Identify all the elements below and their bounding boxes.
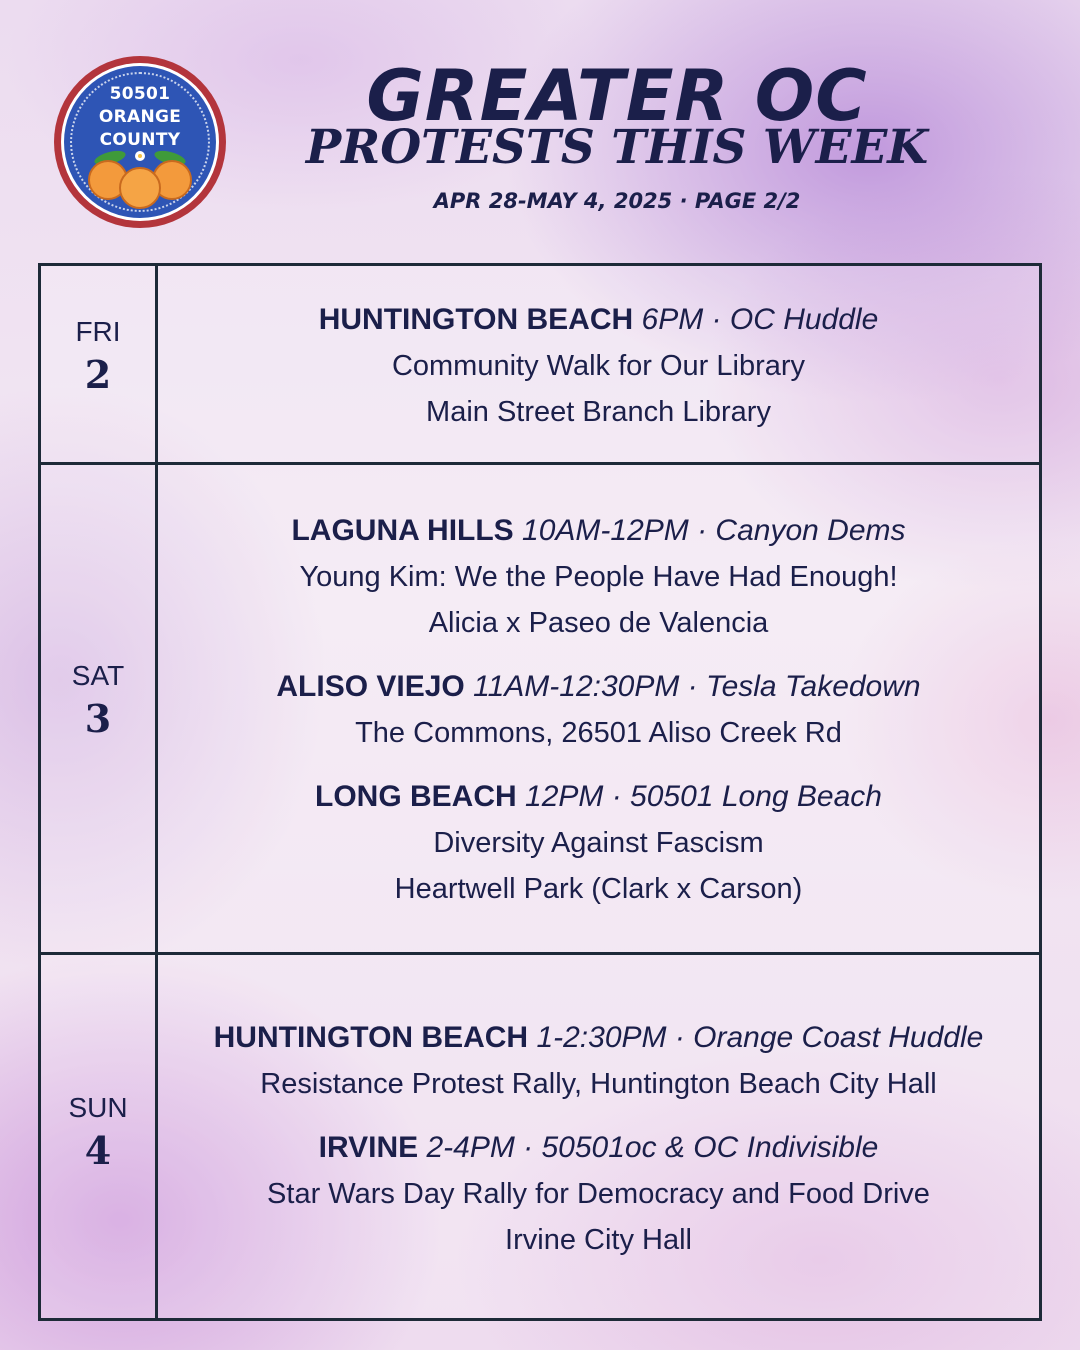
event-item	[158, 774, 1039, 912]
events-sun	[158, 1015, 1039, 1263]
event-item	[158, 297, 1039, 435]
day-cell-sun	[41, 1091, 155, 1177]
day-name: SAT	[71, 660, 125, 691]
event-time-organizer: 1-2:30PM · Orange Coast Huddle	[536, 1021, 984, 1054]
event-title: Star Wars Day Rally for Democracy and Food Drive	[267, 1178, 930, 1210]
page-subtitle: PROTESTS THIS WEEK	[305, 120, 929, 175]
logo-inner-ring	[61, 63, 219, 221]
event-location: Main Street Branch Library	[426, 396, 771, 428]
row-divider	[41, 952, 1039, 955]
event-city: IRVINE	[318, 1131, 419, 1164]
page-title: GREATER OC	[366, 55, 868, 137]
events-sat	[158, 508, 1039, 912]
event-item	[158, 508, 1039, 646]
logo-line-3: COUNTY	[99, 130, 181, 150]
logo-disc	[64, 66, 216, 218]
event-city: HUNTINGTON BEACH	[318, 303, 634, 336]
event-time-organizer: 6PM · OC Huddle	[641, 303, 879, 336]
day-cell-fri	[41, 315, 155, 401]
date-range: APR 28-MAY 4, 2025 · PAGE 2/2	[433, 189, 801, 213]
event-header	[158, 297, 1039, 343]
event-time-organizer: 10AM-12PM · Canyon Dems	[522, 514, 906, 547]
row-divider	[41, 462, 1039, 465]
event-header	[158, 1015, 1039, 1061]
event-header	[158, 508, 1039, 554]
event-header	[158, 1125, 1039, 1171]
event-item	[158, 1125, 1039, 1263]
event-location: Heartwell Park (Clark x Carson)	[394, 873, 803, 905]
event-location: The Commons, 26501 Aliso Creek Rd	[355, 717, 842, 749]
day-number: 2	[84, 352, 112, 397]
event-city: HUNTINGTON BEACH	[213, 1021, 529, 1054]
event-location: Irvine City Hall	[505, 1224, 692, 1256]
event-title: Diversity Against Fascism	[433, 827, 764, 859]
event-title: Community Walk for Our Library	[391, 350, 806, 382]
event-title: Young Kim: We the People Have Had Enough!	[299, 561, 898, 593]
event-header	[158, 774, 1039, 820]
event-city: LAGUNA HILLS	[291, 514, 514, 547]
event-time-organizer: 12PM · 50501 Long Beach	[525, 780, 882, 813]
event-title-location: Resistance Protest Rally, Huntington Beach City Hall	[260, 1068, 937, 1100]
schedule-table	[38, 263, 1042, 1321]
event-city: ALISO VIEJO	[276, 670, 465, 703]
logo-50501-orange-county	[54, 56, 226, 228]
event-time-organizer: 2-4PM · 50501oc & OC Indivisible	[426, 1131, 879, 1164]
event-item	[158, 664, 1039, 756]
event-city: LONG BEACH	[315, 780, 517, 813]
logo-line-2: ORANGE	[98, 107, 182, 127]
oranges-icon	[80, 150, 200, 210]
day-name: SUN	[68, 1092, 128, 1123]
logo-line-1: 50501	[109, 84, 171, 104]
day-number: 4	[84, 1128, 112, 1173]
events-fri	[158, 297, 1039, 435]
event-header	[158, 664, 1039, 710]
event-item	[158, 1015, 1039, 1107]
event-location: Alicia x Paseo de Valencia	[428, 607, 769, 639]
day-cell-sat	[41, 659, 155, 745]
event-time-organizer: 11AM-12:30PM · Tesla Takedown	[473, 670, 921, 703]
day-number: 3	[84, 696, 112, 741]
day-name: FRI	[75, 316, 121, 347]
